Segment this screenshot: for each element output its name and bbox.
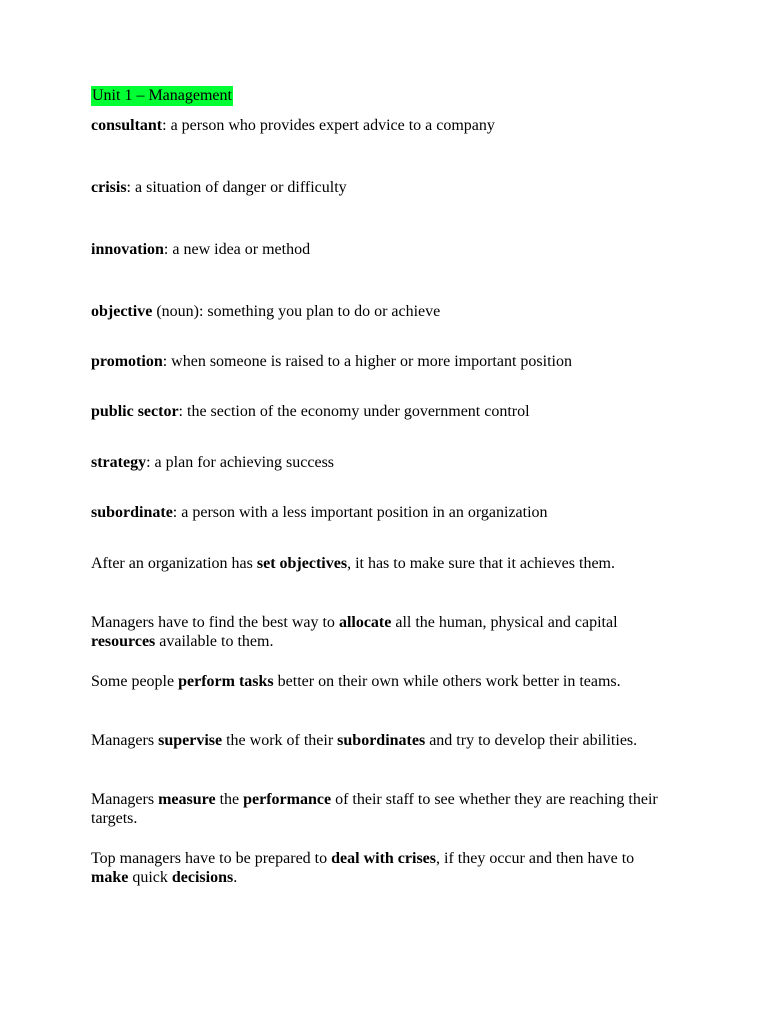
paragraph-text: Managers <box>91 732 159 749</box>
definition-text: : the section of the economy under government control <box>178 403 530 420</box>
paragraph-key-phrase: set objectives <box>256 555 348 572</box>
definition-text: : a plan for achieving success <box>146 454 335 471</box>
paragraph-key-phrase: subordinates <box>337 732 426 749</box>
paragraph-text: . <box>233 869 238 886</box>
definition-text: : a new idea or method <box>163 241 311 258</box>
paragraph-text: Top managers have to be prepared to <box>91 850 332 867</box>
definition-text: : a situation of danger or difficulty <box>126 179 347 196</box>
paragraph-perform-tasks <box>91 672 671 691</box>
paragraph-text: and try to develop their abilities. <box>425 732 638 749</box>
definition-strategy <box>91 453 334 473</box>
definition-promotion <box>91 352 572 372</box>
paragraph-text: better on their own while others work better in teams. <box>273 673 621 690</box>
paragraph-key-phrase: resources <box>91 633 156 650</box>
definition-innovation <box>91 240 310 260</box>
paragraph-key-phrase: decisions <box>171 869 234 886</box>
definition-text: (noun): something you plan to do or achieve <box>152 303 441 320</box>
definition-text: : a person with a less important position in an organization <box>172 504 548 521</box>
paragraph-measure <box>91 790 671 828</box>
definition-term: public sector <box>91 403 179 420</box>
definition-term: objective <box>91 303 153 320</box>
definition-consultant <box>91 116 495 136</box>
paragraph-text: Managers <box>91 791 159 808</box>
paragraph-key-phrase: supervise <box>158 732 223 749</box>
paragraph-key-phrase: allocate <box>338 614 392 631</box>
paragraph-key-phrase: measure <box>158 791 216 808</box>
definition-subordinate <box>91 503 548 523</box>
definition-public-sector <box>91 402 530 422</box>
definition-term: promotion <box>91 353 163 370</box>
definition-crisis <box>91 178 347 198</box>
definition-term: subordinate <box>91 504 173 521</box>
paragraph-text: available to them. <box>155 633 274 650</box>
paragraph-text: quick <box>128 869 172 886</box>
paragraph-key-phrase: performance <box>243 791 332 808</box>
definition-term: consultant <box>91 117 163 134</box>
paragraph-supervise <box>91 731 671 750</box>
paragraph-decisions <box>91 849 671 887</box>
definition-term: innovation <box>91 241 164 258</box>
unit-title: Unit 1 – Management <box>92 87 232 104</box>
definition-term: crisis <box>91 179 127 196</box>
definition-objective <box>91 302 440 322</box>
paragraph-key-phrase: make <box>91 869 129 886</box>
paragraph-text: the work of their <box>222 732 338 749</box>
definition-text: : a person who provides expert advice to a company <box>162 117 495 134</box>
paragraph-objectives <box>91 554 671 573</box>
paragraph-text: all the human, physical and capital <box>391 614 618 631</box>
paragraph-allocate <box>91 613 671 651</box>
paragraph-text: Some people <box>91 673 179 690</box>
paragraph-text: , if they occur and then have to <box>436 850 635 867</box>
definition-text: : when someone is raised to a higher or more important position <box>162 353 572 370</box>
paragraph-text: , it has to make sure that it achieves them. <box>347 555 615 572</box>
paragraph-text: of their staff to see whether they are reaching their targets. <box>91 791 658 827</box>
paragraph-text: After an organization has <box>91 555 257 572</box>
paragraph-key-phrase: perform tasks <box>178 673 274 690</box>
paragraph-text: the <box>215 791 244 808</box>
definition-term: strategy <box>91 454 147 471</box>
paragraph-key-phrase: deal with crises <box>331 850 436 867</box>
paragraph-text: Managers have to find the best way to <box>91 614 339 631</box>
